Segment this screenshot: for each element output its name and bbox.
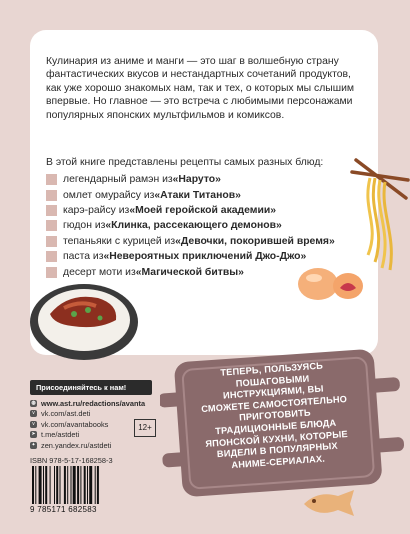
square-bullet-icon bbox=[46, 236, 57, 247]
zen-icon: ✦ bbox=[31, 441, 36, 448]
square-bullet-icon bbox=[46, 174, 57, 185]
telegram-icon: ➤ bbox=[31, 431, 36, 438]
intro-paragraph: Кулинария из аниме и манги — это шаг в волшебную страну фантастических вкусов и нестандартных сочетаний продуктов, как уже хорошо знакомых нам, так и тех, о которых мы слышим впервые. Но главное — это встреча с любимыми персонажами популярных японских мультфильмов и комиксов. bbox=[46, 56, 355, 121]
social-link[interactable]: ➤ t.me/astdeti bbox=[31, 430, 80, 440]
age-rating-badge: 12+ bbox=[134, 419, 156, 437]
social-links bbox=[30, 380, 152, 451]
square-bullet-icon bbox=[46, 190, 57, 201]
mochi-illustration bbox=[296, 258, 366, 303]
list-item: десерт моти из «Магической битвы» bbox=[46, 264, 335, 279]
gyudon-bowl-illustration bbox=[28, 274, 140, 364]
list-item: тепаньяки с курицей из «Девочки, покорившей время» bbox=[46, 234, 335, 249]
square-bullet-icon bbox=[46, 220, 57, 231]
square-bullet-icon bbox=[46, 251, 57, 262]
dishes-intro: В этой книге представлены рецепты самых разных блюд: bbox=[46, 157, 324, 168]
list-item: легендарный рамэн из «Наруто» bbox=[46, 172, 335, 187]
globe-icon: ◍ bbox=[31, 399, 36, 406]
vk-icon: v bbox=[30, 421, 37, 428]
list-item: гюдон из «Клинка, рассекающего демонов» bbox=[46, 218, 335, 233]
square-bullet-icon bbox=[46, 205, 57, 216]
isbn-text: ISBN 978-5-17-168258-3 bbox=[30, 456, 113, 465]
list-item: паста из «Невероятных приключений Джо-Джо» bbox=[46, 249, 335, 264]
join-label: Присоединяйтесь к нам! bbox=[30, 380, 152, 395]
vk-icon: v bbox=[30, 410, 37, 417]
social-link[interactable]: ◍ www.ast.ru/redactions/avanta bbox=[31, 398, 146, 408]
barcode bbox=[30, 466, 142, 506]
social-link[interactable]: v vk.com/avantabooks bbox=[30, 419, 152, 430]
taiyaki-illustration bbox=[300, 488, 358, 518]
list-item: карэ-райсу из «Моей геройской академии» bbox=[46, 203, 335, 218]
social-link[interactable]: v vk.com/ast.deti bbox=[30, 409, 152, 420]
barcode-number: 9 785171 682583 bbox=[30, 505, 97, 514]
dishes-list bbox=[46, 172, 335, 280]
pan-note: ТЕПЕРЬ, ПОЛЬЗУЯСЬ ПОШАГОВЫМИ ИНСТРУКЦИЯМИ, ВЫ СМОЖЕТЕ САМОСТОЯТЕЛЬНО ПРИГОТОВИТЬ ТРАДИЦИОННЫЕ БЛЮДА ЯПОНСКОЙ КУХНИ, КОТОРЫЕ ВИДЕЛИ В ПОПУЛЯРНЫХ АНИМЕ-СЕРИАЛАХ. bbox=[200, 360, 349, 470]
list-item: омлет омурайсу из «Атаки Титанов» bbox=[46, 187, 335, 202]
social-link[interactable]: ✦ zen.yandex.ru/astdeti bbox=[31, 440, 112, 450]
